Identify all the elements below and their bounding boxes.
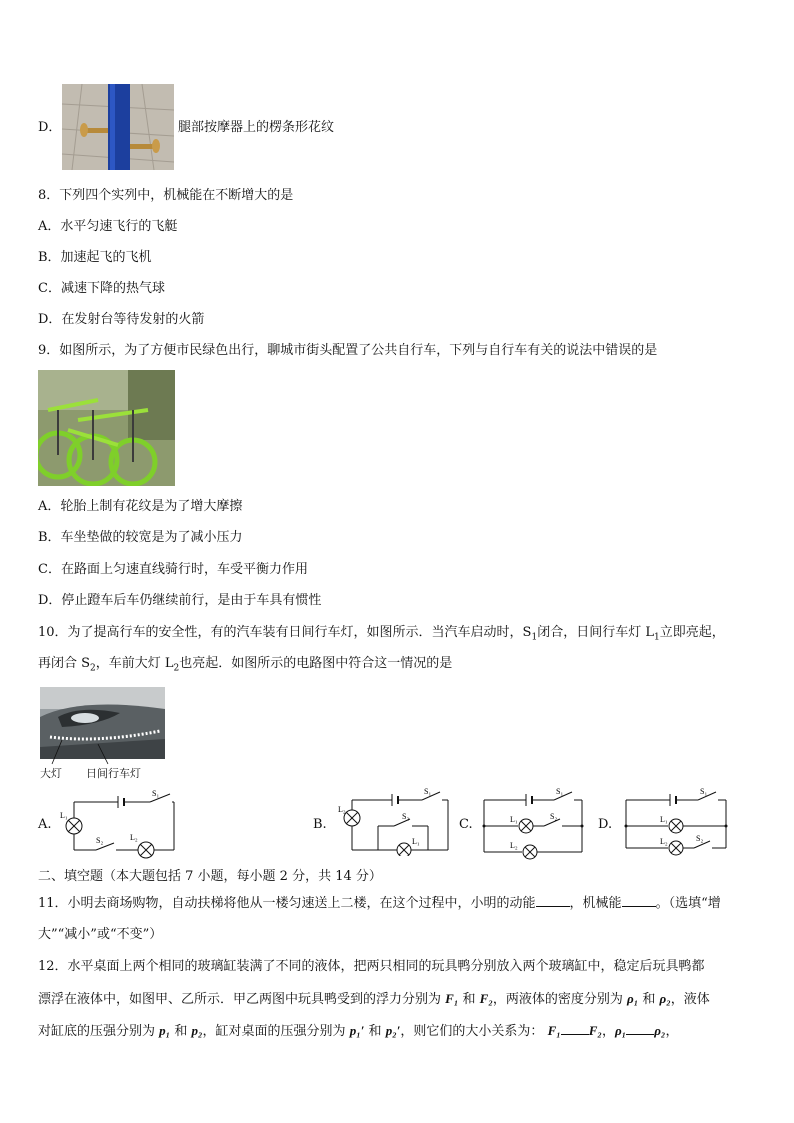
q11-line1: 11．小明去商场购物，自动扶梯将他从一楼匀速送上二楼，在这个过程中，小明的动能 ，机械能 。（选填“增 bbox=[38, 896, 721, 911]
q10-option-b: B. bbox=[313, 817, 327, 832]
circuit-a-s1: S₁ bbox=[152, 789, 160, 798]
q12-line2: 漂浮在液体中，如图甲、乙所示．甲乙两图中玩具鸭受到的浮力分别为 F₁ 和 F₂，两液体的密度分别为 ρ₁ 和 ρ₂，液体 bbox=[38, 991, 710, 1007]
q8-option-b: B．加速起飞的飞机 bbox=[38, 250, 152, 265]
circuit-b-l2: L₂ bbox=[338, 805, 346, 814]
q10-option-a: A. bbox=[38, 817, 52, 832]
q10-option-c: C. bbox=[459, 817, 473, 832]
q11-blank-1[interactable] bbox=[536, 894, 570, 907]
circuit-d-s1: S₁ bbox=[700, 787, 708, 796]
q11-blank-2[interactable] bbox=[622, 894, 656, 907]
caption-big-light: 大灯 bbox=[40, 767, 62, 780]
q10-stem-line2: 再闭合 $S_2$，车前大灯 $L_2$也亮起．如图所示的电路图中符合这一情况的是 bbox=[38, 656, 453, 674]
bicycle-photo bbox=[38, 370, 175, 486]
circuit-a bbox=[58, 788, 188, 864]
circuit-c-s2: S₂ bbox=[550, 812, 558, 821]
q12-blank-1[interactable] bbox=[561, 1022, 589, 1035]
q7-option-d-text: 腿部按摩器上的楞条形花纹 bbox=[178, 120, 335, 135]
q11-line2: 大”“减小”或“不变”） bbox=[38, 927, 163, 942]
circuit-b-s1: S₁ bbox=[424, 787, 432, 796]
circuit-c bbox=[478, 786, 588, 862]
circuit-b-l1: L₁ bbox=[412, 837, 420, 846]
q12-blank-2[interactable] bbox=[626, 1022, 654, 1035]
massager-photo bbox=[62, 84, 174, 170]
circuit-b-s2: S₂ bbox=[402, 812, 410, 821]
q8-option-c: C．减速下降的热气球 bbox=[38, 281, 165, 296]
q9-stem: 9．如图所示，为了方便市民绿色出行，聊城市街头配置了公共自行车，下列与自行车有关的说法中错误的是 bbox=[38, 343, 658, 358]
q9-option-d: D．停止蹬车后车仍继续前行，是由于车具有惯性 bbox=[38, 593, 322, 608]
circuit-a-s2: S₂ bbox=[96, 836, 104, 845]
circuit-d bbox=[620, 786, 732, 856]
circuit-c-l1: L₁ bbox=[510, 815, 518, 824]
q9-option-a: A．轮胎上制有花纹是为了增大摩擦 bbox=[38, 499, 243, 514]
circuit-d-s2: S₂ bbox=[696, 834, 704, 843]
q10-stem-line1: 10．为了提高行车的安全性，有的汽车装有日间行车灯，如图所示．当汽车启动时，$S_1$闭合，日间行车灯 $L_1$立即亮起， bbox=[38, 625, 725, 643]
circuit-c-l2: L₂ bbox=[510, 841, 518, 850]
circuit-a-l1: L₁ bbox=[60, 811, 68, 820]
q8-stem: 8．下列四个实列中，机械能在不断增大的是 bbox=[38, 188, 294, 203]
q9-option-c: C．在路面上匀速直线骑行时，车受平衡力作用 bbox=[38, 562, 308, 577]
q12-line3: 对缸底的压强分别为 p₁ 和 p₂，缸对桌面的压强分别为 p₁′ 和 p₂′，则它们的大小关系为： F₁ F₂，ρ₁ ρ₂， bbox=[38, 1023, 679, 1039]
circuit-c-s1: S₁ bbox=[556, 787, 564, 796]
circuit-d-l1: L₁ bbox=[660, 815, 668, 824]
q8-option-a: A．水平匀速飞行的飞艇 bbox=[38, 219, 178, 234]
q12-line1: 12．水平桌面上两个相同的玻璃缸装满了不同的液体，把两只相同的玩具鸭分别放入两个玻璃缸中，稳定后玩具鸭都 bbox=[38, 959, 705, 974]
circuit-a-l2: L₂ bbox=[130, 833, 138, 842]
q9-option-b: B．车坐垫做的较宽是为了减小压力 bbox=[38, 530, 243, 545]
q10-option-d: D. bbox=[598, 817, 613, 832]
section2-heading: 二、填空题（本大题包括 7 小题，每小题 2 分，共 14 分） bbox=[38, 869, 382, 884]
circuit-d-l2: L₂ bbox=[660, 837, 668, 846]
caption-day-light: 日间行车灯 bbox=[86, 767, 141, 780]
q7-option-d-label: D． bbox=[38, 120, 62, 135]
q8-option-d: D．在发射台等待发射的火箭 bbox=[38, 312, 205, 327]
circuit-b bbox=[336, 786, 456, 856]
